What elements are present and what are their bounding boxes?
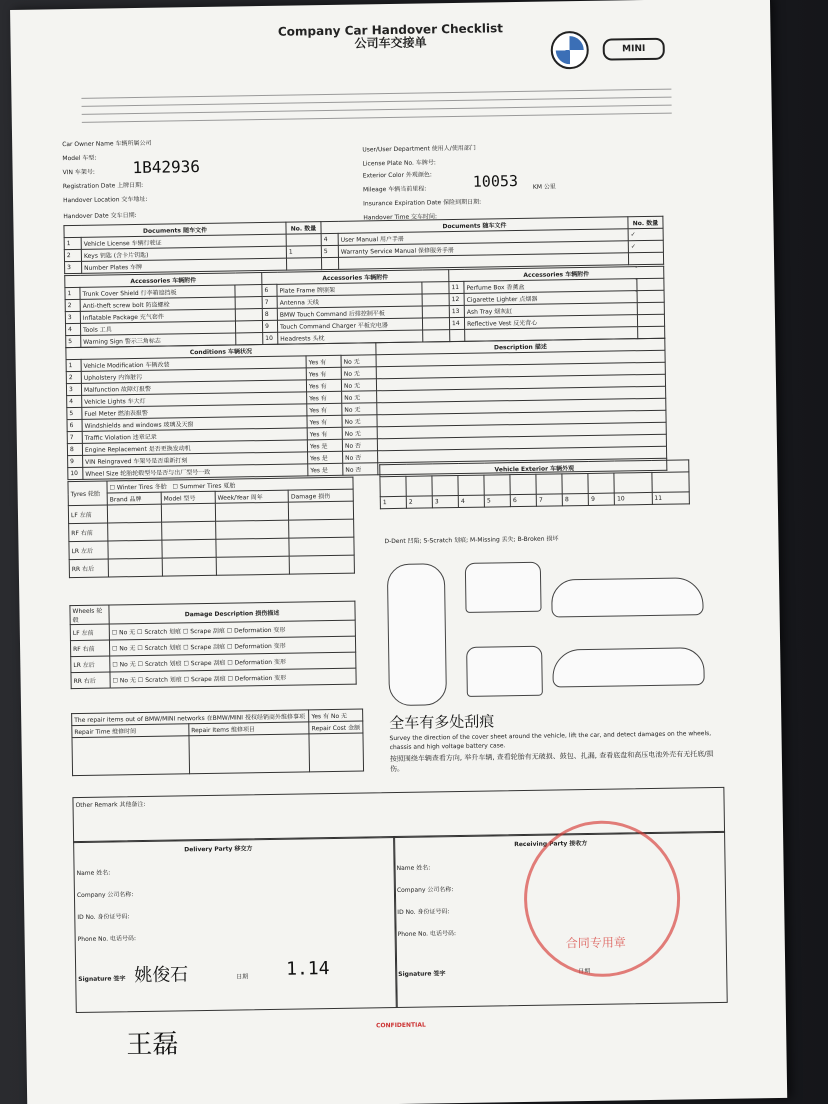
cond-num: 6 — [67, 419, 82, 431]
handover-form-sheet — [10, 0, 787, 1104]
cond-no[interactable]: No 无 — [342, 391, 377, 404]
delivery-id: ID No. 身份证号码: — [77, 913, 130, 922]
car-side-view-2-icon — [552, 647, 705, 687]
cond-yes[interactable]: Yes 有 — [306, 355, 341, 368]
accessories-header: Accessories 车辆附件 — [65, 273, 262, 288]
cond-yes[interactable]: Yes 是 — [307, 439, 342, 452]
cond-yes[interactable]: Yes 是 — [308, 463, 343, 476]
receiving-date-label: 日期 — [578, 967, 591, 976]
receiving-header: Receiving Party 接收方 — [514, 840, 588, 849]
acc-num: 4 — [65, 323, 80, 335]
accessories-header-mid: Accessories 车辆附件 — [262, 270, 449, 285]
cond-yes[interactable]: Yes 有 — [306, 379, 341, 392]
acc-label: Anti-theft screw bolt 防盗螺栓 — [80, 297, 235, 311]
brand-logos — [550, 28, 671, 70]
cond-label: Upholstery 内饰脏污 — [81, 368, 306, 384]
summer-tires-label: Summer Tires 夏胎 — [179, 482, 236, 491]
cond-label: Wheel Size 轮胎轮毂型号是否与出厂型号一致 — [83, 464, 308, 480]
doc-count[interactable] — [286, 258, 321, 271]
tyre-row-label: LR 左后 — [69, 541, 108, 560]
cond-num: 2 — [66, 371, 81, 383]
title-english: Company Car Handover Checklist — [277, 21, 504, 39]
acc-label: Antenna 天线 — [277, 294, 422, 308]
documents-no-header-right: No. 数量 — [628, 216, 663, 229]
acc-check[interactable] — [235, 297, 262, 309]
wheels-table — [69, 601, 356, 689]
documents-header: Documents 随车文件 — [64, 222, 286, 237]
summer-checkbox[interactable]: ☐ — [172, 483, 180, 491]
acc-num: 1 — [65, 287, 80, 299]
tyre-brand-header: Brand 品牌 — [107, 492, 161, 505]
documents-header-right: Documents 随车文件 — [321, 217, 628, 234]
acc-check[interactable] — [235, 285, 262, 297]
cond-no[interactable]: No 否 — [343, 451, 378, 464]
cond-num: 9 — [68, 455, 83, 467]
winter-tires-label: Winter Tires 冬胎 — [116, 483, 167, 492]
bottom-handwritten-name: 王磊 — [126, 1029, 179, 1061]
repair-items-header: Repair Items 维修项目 — [189, 722, 310, 736]
accessories-table — [64, 266, 665, 348]
cond-label: Malfunction 故障灯报警 — [81, 380, 306, 396]
conditions-desc-header: Description 描述 — [376, 338, 665, 355]
notice-text — [81, 82, 671, 123]
doc-label: Warranty Service Manual 保修服务手册 — [338, 241, 628, 258]
acc-label: Touch Command Charger 平板充电器 — [277, 318, 422, 332]
acc-check[interactable] — [637, 290, 664, 302]
repair-time-header: Repair Time 维修时间 — [72, 724, 189, 738]
acc-check[interactable] — [422, 306, 449, 318]
acc-num: 14 — [449, 317, 464, 329]
tyre-cell[interactable] — [289, 555, 354, 574]
tyre-cell[interactable] — [215, 502, 289, 521]
cond-yes[interactable]: Yes 是 — [308, 451, 343, 464]
tyres-table — [67, 477, 354, 578]
acc-label: Cigarette Lighter 点烟器 — [464, 291, 637, 306]
repair-table — [71, 709, 364, 777]
handover-time-label: Handover Time 交车时间: — [363, 213, 438, 222]
wheel-options[interactable]: ☐ No 无 ☐ Scratch 划痕 ☐ Scrape 刮痕 ☐ Deformation 变形 — [110, 668, 356, 688]
exterior-table: Vehicle Exterior 车辆外观 1 2 3 4 5 6 7 8 9 10 11 — [379, 459, 690, 509]
model-label: Model 车型: — [62, 154, 97, 163]
tyre-cell[interactable] — [289, 519, 354, 538]
delivery-company: Company 公司名称: — [76, 891, 134, 900]
acc-check[interactable] — [637, 278, 664, 290]
documents-no-header: No. 数量 — [286, 222, 321, 235]
receiving-signature-label: Signature 签字 — [398, 970, 446, 978]
wheel-options[interactable]: ☐ No 无 ☐ Scratch 划痕 ☐ Scrape 刮痕 ☐ Deformation 变形 — [110, 652, 356, 672]
acc-num: 7 — [262, 296, 277, 308]
delivery-phone: Phone No. 电话号码: — [77, 935, 137, 944]
tyre-cell[interactable] — [289, 501, 354, 520]
cond-yes[interactable]: Yes 有 — [307, 391, 342, 404]
tyre-cell[interactable] — [161, 503, 215, 522]
acc-check[interactable] — [235, 321, 262, 333]
receiving-name: Name 姓名: — [396, 864, 431, 873]
tyre-cell[interactable] — [216, 520, 290, 539]
reg-date-label: Registration Date 上牌日期: — [62, 181, 144, 191]
cond-label: Traffic Violation 违章记录 — [82, 428, 307, 444]
doc-label: Keys 钥匙 (含卡片钥匙) — [81, 246, 286, 261]
acc-label: Reflective Vest 反光背心 — [464, 315, 637, 330]
wheel-row-label: RR 右后 — [71, 672, 110, 689]
delivery-signature-handwritten: 姚俊石 — [134, 964, 189, 987]
tyre-cell[interactable] — [289, 537, 354, 556]
wheel-options[interactable]: ☐ No 无 ☐ Scratch 划痕 ☐ Scrape 刮痕 ☐ Deformation 变形 — [109, 620, 355, 640]
stamp-text: 合同专用章 — [565, 935, 626, 951]
tyre-model-header: Model 型号 — [161, 491, 215, 504]
acc-check[interactable] — [422, 318, 449, 330]
acc-num: 2 — [65, 299, 80, 311]
tyre-cell[interactable] — [162, 539, 216, 558]
doc-num: 3 — [65, 261, 82, 273]
cond-no[interactable]: No 无 — [342, 427, 377, 440]
bmw-logo-icon — [550, 31, 589, 70]
cond-yes[interactable]: Yes 有 — [306, 367, 341, 380]
vin-label: VIN 车架号: — [62, 168, 95, 177]
delivery-header: Delivery Party 移交方 — [184, 845, 253, 854]
user-dept-label: User/User Department 使用人/使用部门 — [362, 144, 476, 154]
tyres-label: Tyres 轮胎 — [68, 481, 107, 506]
cond-num: 7 — [67, 431, 82, 443]
cond-yes[interactable]: Yes 有 — [307, 415, 342, 428]
winter-checkbox[interactable]: ☐ — [109, 484, 117, 492]
doc-count[interactable]: 1 — [286, 246, 321, 259]
car-rear-view-icon — [465, 562, 542, 613]
tyre-cell[interactable] — [108, 540, 162, 559]
receiving-company: Company 公司名称: — [396, 886, 454, 895]
cond-yes[interactable]: Yes 有 — [307, 427, 342, 440]
cond-num: 4 — [67, 395, 82, 407]
conditions-header: Conditions 车辆状况 — [66, 343, 376, 360]
conditions-table — [65, 338, 667, 480]
exterior-header: Vehicle Exterior 车辆外观 — [380, 460, 689, 477]
cond-no[interactable]: No 无 — [342, 403, 377, 416]
cond-num: 8 — [67, 443, 82, 455]
acc-num: 10 — [263, 332, 278, 344]
wheel-row-label: RF 右前 — [70, 640, 109, 657]
tyre-row-label: LF 左前 — [68, 505, 107, 524]
tyre-cell[interactable] — [161, 521, 215, 540]
acc-label: Ash Tray 烟灰缸 — [464, 303, 637, 318]
tyre-row-label: RR 右后 — [69, 559, 108, 578]
acc-check[interactable] — [235, 309, 262, 321]
wheel-row-label: LR 左后 — [71, 656, 110, 673]
title-chinese: 公司车交接单 — [354, 35, 427, 51]
acc-num: 8 — [262, 308, 277, 320]
exterior-instructions-cn: 按照围绕车辆查看方向, 举升车辆, 查看轮胎有无破损、鼓包、扎漏, 查看底盘和高压电池外壳有无托底/损伤。 — [389, 750, 714, 774]
doc-label: Vehicle License 车辆行驶证 — [81, 234, 286, 249]
acc-label: Plate Frame 牌照架 — [277, 282, 422, 296]
doc-num: 2 — [64, 249, 81, 261]
mini-logo-icon: MINI — [603, 38, 665, 61]
cond-num: 3 — [66, 383, 81, 395]
car-side-view-icon — [551, 577, 704, 617]
tyre-cell[interactable] — [216, 556, 290, 575]
accessories-header-right: Accessories 车辆附件 — [449, 266, 664, 281]
tyre-cell[interactable] — [162, 557, 216, 576]
repair-title: The repair items out of BMW/MINI networks 在BMW/MINI 授权经销商外维修事项 — [72, 710, 309, 726]
mileage-handwritten: 10053 — [472, 172, 519, 191]
cond-yes[interactable]: Yes 有 — [307, 403, 342, 416]
wheel-options[interactable]: ☐ No 无 ☐ Scratch 划痕 ☐ Scrape 刮痕 ☐ Deformation 变形 — [109, 636, 355, 656]
cond-label: Engine Replacement 是否更换发动机 — [82, 440, 307, 456]
acc-label: Trunk Cover Shield 行李箱遮挡板 — [80, 285, 235, 299]
doc-num: 1 — [64, 237, 81, 249]
handwritten-damage-note: 全车有多处刮痕 — [389, 712, 495, 733]
car-top-view-icon — [387, 563, 447, 706]
license-label: License Plate No. 车牌号: — [362, 159, 436, 168]
doc-label: User Manual 用户手册 — [338, 229, 628, 246]
acc-num: 6 — [262, 284, 277, 296]
delivery-name: Name 姓名: — [76, 869, 111, 878]
doc-num: 5 — [321, 245, 338, 257]
cond-no[interactable]: No 否 — [343, 463, 378, 476]
acc-label: Headrests 头枕 — [278, 330, 423, 344]
cond-label: VIN Reingraved 车架号是否重新打刻 — [83, 452, 308, 468]
doc-count[interactable]: ✓ — [628, 228, 663, 241]
tyre-cell[interactable] — [108, 522, 162, 541]
tyre-week-header: Week/Year 周年 — [215, 490, 288, 503]
acc-check[interactable] — [422, 282, 449, 294]
cond-label: Vehicle Modification 车辆改装 — [81, 356, 306, 372]
repair-yes-no[interactable]: Yes 有 No 无 — [309, 709, 363, 722]
cond-no[interactable]: No 无 — [341, 379, 376, 392]
vin-handwritten: 1B42936 — [132, 157, 201, 178]
receiving-id: ID No. 身份证号码: — [397, 908, 450, 916]
cond-num: 1 — [66, 359, 81, 371]
cond-num: 5 — [67, 407, 82, 419]
wheels-desc-header: Damage Description 损伤描述 — [109, 601, 355, 624]
repair-cost-header: Repair Cost 金额 — [309, 721, 363, 734]
cond-label: Windshields and windows 玻璃及天窗 — [82, 416, 307, 432]
wheel-row-label: LF 左前 — [70, 624, 109, 641]
car-owner-label: Car Owner Name 车辆所属公司 — [62, 139, 152, 149]
wheels-label: Wheels 轮毂 — [70, 605, 109, 625]
delivery-signature-label: Signature 签字 — [78, 975, 126, 984]
confidential-label: CONFIDENTIAL — [375, 1021, 426, 1030]
acc-num: 12 — [449, 293, 464, 305]
cond-no[interactable]: No 无 — [341, 367, 376, 380]
doc-count[interactable]: ✓ — [628, 240, 663, 253]
acc-label: Tools 工具 — [80, 321, 235, 335]
documents-table — [63, 216, 664, 274]
doc-num: 4 — [321, 233, 338, 245]
remark-label: Other Remark 其他备注: — [75, 800, 146, 810]
form-body — [60, 19, 720, 1030]
cond-no[interactable]: No 无 — [341, 355, 376, 368]
insurance-label: Insurance Expiration Date 保险到期日期: — [363, 198, 482, 208]
acc-check[interactable] — [637, 314, 664, 326]
acc-num: 13 — [449, 305, 464, 317]
acc-check[interactable] — [637, 302, 664, 314]
tyre-row-label: RF 右前 — [69, 523, 108, 542]
tyre-cell[interactable] — [108, 558, 162, 577]
exterior-label: Exterior Color 外观颜色: — [362, 171, 432, 180]
delivery-party-box — [73, 836, 398, 1013]
exterior-instructions-en: Survey the direction of the cover sheet around the vehicle, lift the car, and detect damages on the wheels, chassis and high voltage battery case. — [389, 730, 712, 752]
acc-check[interactable] — [422, 294, 449, 306]
handover-date-label: Handover Date 交车日期: — [63, 212, 137, 221]
damage-legend: D-Dent 凹陷; S-Scratch 划痕; M-Missing 丢失; B-Broken 损坏 — [384, 535, 559, 546]
acc-num: 5 — [66, 335, 81, 347]
acc-label: Perfume Box 香薰盒 — [464, 279, 637, 294]
acc-num: 9 — [262, 320, 277, 332]
doc-count[interactable] — [286, 234, 321, 247]
acc-num: 3 — [65, 311, 80, 323]
acc-label: Warning Sign 警示三角标志 — [81, 333, 236, 347]
delivery-date-label: 日期 — [236, 973, 249, 981]
doc-label: Number Plates 车牌 — [82, 258, 287, 273]
acc-num: 11 — [449, 281, 464, 293]
car-front-view-icon — [466, 646, 543, 697]
cond-no[interactable]: No 无 — [342, 415, 377, 428]
cond-no[interactable]: No 否 — [342, 439, 377, 452]
cond-num: 10 — [68, 467, 83, 479]
location-label: Handover Location 交车地址: — [62, 195, 148, 205]
receiving-phone: Phone No. 电话号码: — [397, 930, 457, 938]
delivery-date-handwritten: 1.14 — [285, 958, 330, 980]
km-unit: KM 公里 — [532, 183, 556, 191]
tyre-damage-header: Damage 损伤 — [288, 489, 353, 502]
cond-label: Fuel Meter 燃油表报警 — [82, 404, 307, 420]
acc-label: Inflatable Package 充气套件 — [80, 309, 235, 323]
tyre-cell[interactable] — [107, 504, 161, 523]
cond-label: Vehicle Lights 车大灯 — [82, 392, 307, 408]
acc-label: BMW Touch Command 后排控制平板 — [277, 306, 422, 320]
mileage-label: Mileage 车辆当前里程: — [362, 185, 427, 194]
tyre-cell[interactable] — [216, 538, 290, 557]
